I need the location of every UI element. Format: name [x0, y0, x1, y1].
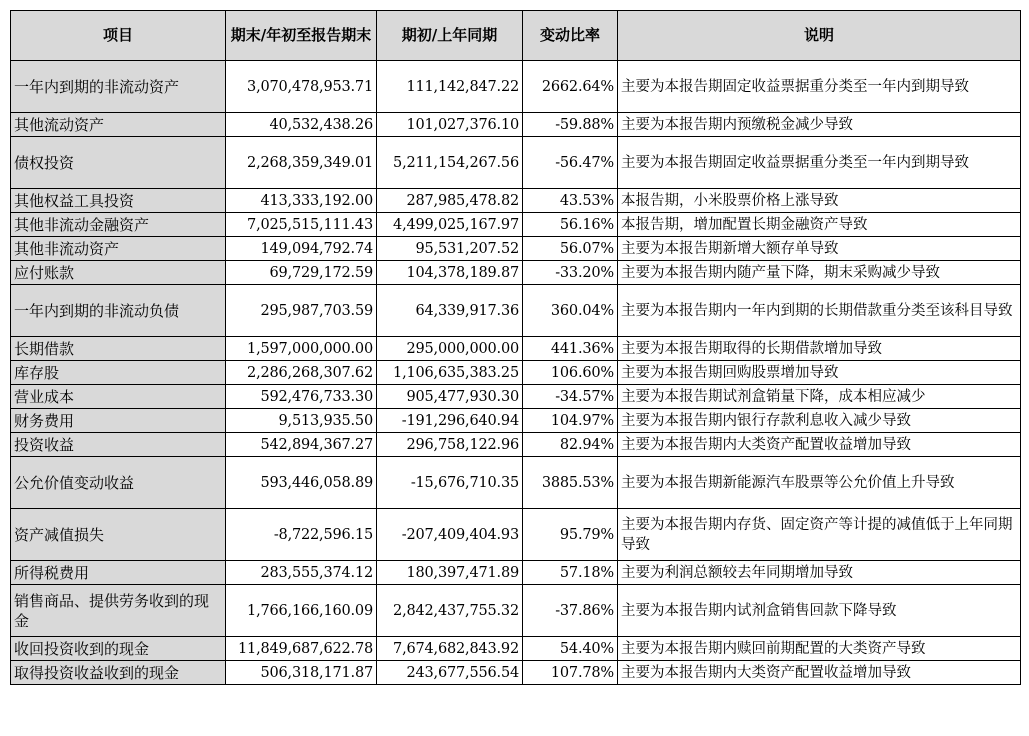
cell-explanation: 主要为本报告期固定收益票据重分类至一年内到期导致 — [618, 137, 1021, 189]
cell-item: 债权投资 — [11, 137, 226, 189]
cell-current-period: 1,766,166,160.09 — [226, 585, 377, 637]
cell-change-rate: -59.88% — [523, 113, 618, 137]
table-row — [11, 457, 1021, 509]
cell-explanation: 本报告期，增加配置长期金融资产导致 — [618, 213, 1021, 237]
cell-explanation: 主要为本报告期内一年内到期的长期借款重分类至该科目导致 — [618, 285, 1021, 337]
cell-current-period: 593,446,058.89 — [226, 457, 377, 509]
cell-change-rate: 56.07% — [523, 237, 618, 261]
cell-prior-period: -15,676,710.35 — [377, 457, 523, 509]
cell-current-period: 7,025,515,111.43 — [226, 213, 377, 237]
cell-item: 资产减值损失 — [11, 509, 226, 561]
cell-explanation: 本报告期，小米股票价格上涨导致 — [618, 189, 1021, 213]
cell-current-period: 1,597,000,000.00 — [226, 337, 377, 361]
table-row — [11, 213, 1021, 237]
cell-explanation: 主要为本报告期新增大额存单导致 — [618, 237, 1021, 261]
cell-explanation: 主要为本报告期回购股票增加导致 — [618, 361, 1021, 385]
cell-current-period: 11,849,687,622.78 — [226, 637, 377, 661]
cell-item: 库存股 — [11, 361, 226, 385]
cell-explanation: 主要为本报告期内存货、固定资产等计提的减值低于上年同期导致 — [618, 509, 1021, 561]
cell-change-rate: 57.18% — [523, 561, 618, 585]
cell-prior-period: 295,000,000.00 — [377, 337, 523, 361]
cell-change-rate: -33.20% — [523, 261, 618, 285]
cell-explanation: 主要为本报告期内大类资产配置收益增加导致 — [618, 661, 1021, 685]
financial-changes-table — [10, 10, 1021, 685]
cell-prior-period: -207,409,404.93 — [377, 509, 523, 561]
cell-change-rate: 95.79% — [523, 509, 618, 561]
cell-prior-period: 111,142,847.22 — [377, 61, 523, 113]
cell-explanation: 主要为本报告期固定收益票据重分类至一年内到期导致 — [618, 61, 1021, 113]
cell-item: 所得税费用 — [11, 561, 226, 585]
cell-change-rate: -34.57% — [523, 385, 618, 409]
cell-explanation: 主要为本报告期取得的长期借款增加导致 — [618, 337, 1021, 361]
cell-explanation: 主要为本报告期内赎回前期配置的大类资产导致 — [618, 637, 1021, 661]
cell-prior-period: 296,758,122.96 — [377, 433, 523, 457]
cell-explanation: 主要为利润总额较去年同期增加导致 — [618, 561, 1021, 585]
cell-change-rate: 82.94% — [523, 433, 618, 457]
table-row — [11, 237, 1021, 261]
table-row — [11, 661, 1021, 685]
cell-current-period: 3,070,478,953.71 — [226, 61, 377, 113]
cell-current-period: 2,268,359,349.01 — [226, 137, 377, 189]
cell-current-period: 592,476,733.30 — [226, 385, 377, 409]
table-row — [11, 285, 1021, 337]
table-row — [11, 337, 1021, 361]
cell-current-period: 40,532,438.26 — [226, 113, 377, 137]
cell-item: 一年内到期的非流动资产 — [11, 61, 226, 113]
table-row — [11, 585, 1021, 637]
table-row — [11, 561, 1021, 585]
cell-current-period: -8,722,596.15 — [226, 509, 377, 561]
table-row — [11, 113, 1021, 137]
cell-prior-period: 2,842,437,755.32 — [377, 585, 523, 637]
header-current-period: 期末/年初至报告期末 — [226, 11, 377, 61]
cell-prior-period: 1,106,635,383.25 — [377, 361, 523, 385]
header-prior-period: 期初/上年同期 — [377, 11, 523, 61]
cell-item: 应付账款 — [11, 261, 226, 285]
cell-item: 其他非流动金融资产 — [11, 213, 226, 237]
cell-item: 财务费用 — [11, 409, 226, 433]
cell-prior-period: 243,677,556.54 — [377, 661, 523, 685]
cell-item: 投资收益 — [11, 433, 226, 457]
cell-explanation: 主要为本报告期内大类资产配置收益增加导致 — [618, 433, 1021, 457]
table-row — [11, 385, 1021, 409]
cell-item: 其他权益工具投资 — [11, 189, 226, 213]
cell-prior-period: 180,397,471.89 — [377, 561, 523, 585]
cell-prior-period: 64,339,917.36 — [377, 285, 523, 337]
cell-change-rate: 104.97% — [523, 409, 618, 433]
cell-change-rate: 2662.64% — [523, 61, 618, 113]
cell-prior-period: -191,296,640.94 — [377, 409, 523, 433]
cell-change-rate: 360.04% — [523, 285, 618, 337]
cell-prior-period: 4,499,025,167.97 — [377, 213, 523, 237]
cell-change-rate: 54.40% — [523, 637, 618, 661]
cell-prior-period: 95,531,207.52 — [377, 237, 523, 261]
cell-item: 取得投资收益收到的现金 — [11, 661, 226, 685]
cell-item: 其他非流动资产 — [11, 237, 226, 261]
cell-item: 其他流动资产 — [11, 113, 226, 137]
cell-change-rate: 441.36% — [523, 337, 618, 361]
cell-item: 公允价值变动收益 — [11, 457, 226, 509]
cell-item: 长期借款 — [11, 337, 226, 361]
cell-explanation: 主要为本报告期内银行存款利息收入减少导致 — [618, 409, 1021, 433]
table-body — [11, 61, 1021, 685]
cell-current-period: 69,729,172.59 — [226, 261, 377, 285]
cell-prior-period: 5,211,154,267.56 — [377, 137, 523, 189]
cell-prior-period: 104,378,189.87 — [377, 261, 523, 285]
table-row — [11, 509, 1021, 561]
cell-current-period: 413,333,192.00 — [226, 189, 377, 213]
table-row — [11, 137, 1021, 189]
cell-item: 营业成本 — [11, 385, 226, 409]
header-explanation: 说明 — [618, 11, 1021, 61]
table-row — [11, 637, 1021, 661]
cell-item: 一年内到期的非流动负债 — [11, 285, 226, 337]
cell-current-period: 506,318,171.87 — [226, 661, 377, 685]
table-row — [11, 189, 1021, 213]
cell-change-rate: 106.60% — [523, 361, 618, 385]
cell-explanation: 主要为本报告期试剂盒销量下降，成本相应减少 — [618, 385, 1021, 409]
table-row — [11, 61, 1021, 113]
cell-prior-period: 287,985,478.82 — [377, 189, 523, 213]
cell-change-rate: 56.16% — [523, 213, 618, 237]
cell-prior-period: 905,477,930.30 — [377, 385, 523, 409]
cell-explanation: 主要为本报告期内随产量下降，期末采购减少导致 — [618, 261, 1021, 285]
cell-current-period: 9,513,935.50 — [226, 409, 377, 433]
cell-current-period: 2,286,268,307.62 — [226, 361, 377, 385]
table-header-row — [11, 11, 1021, 61]
cell-change-rate: -37.86% — [523, 585, 618, 637]
cell-current-period: 283,555,374.12 — [226, 561, 377, 585]
table-row — [11, 361, 1021, 385]
cell-item: 收回投资收到的现金 — [11, 637, 226, 661]
cell-current-period: 149,094,792.74 — [226, 237, 377, 261]
cell-change-rate: 43.53% — [523, 189, 618, 213]
table-row — [11, 433, 1021, 457]
cell-prior-period: 101,027,376.10 — [377, 113, 523, 137]
cell-change-rate: 107.78% — [523, 661, 618, 685]
cell-change-rate: -56.47% — [523, 137, 618, 189]
table-row — [11, 409, 1021, 433]
header-change-rate: 变动比率 — [523, 11, 618, 61]
cell-prior-period: 7,674,682,843.92 — [377, 637, 523, 661]
cell-change-rate: 3885.53% — [523, 457, 618, 509]
table-row — [11, 261, 1021, 285]
cell-item: 销售商品、提供劳务收到的现金 — [11, 585, 226, 637]
cell-explanation: 主要为本报告期新能源汽车股票等公允价值上升导致 — [618, 457, 1021, 509]
cell-current-period: 542,894,367.27 — [226, 433, 377, 457]
cell-explanation: 主要为本报告期内试剂盒销售回款下降导致 — [618, 585, 1021, 637]
cell-explanation: 主要为本报告期内预缴税金减少导致 — [618, 113, 1021, 137]
header-item: 项目 — [11, 11, 226, 61]
cell-current-period: 295,987,703.59 — [226, 285, 377, 337]
